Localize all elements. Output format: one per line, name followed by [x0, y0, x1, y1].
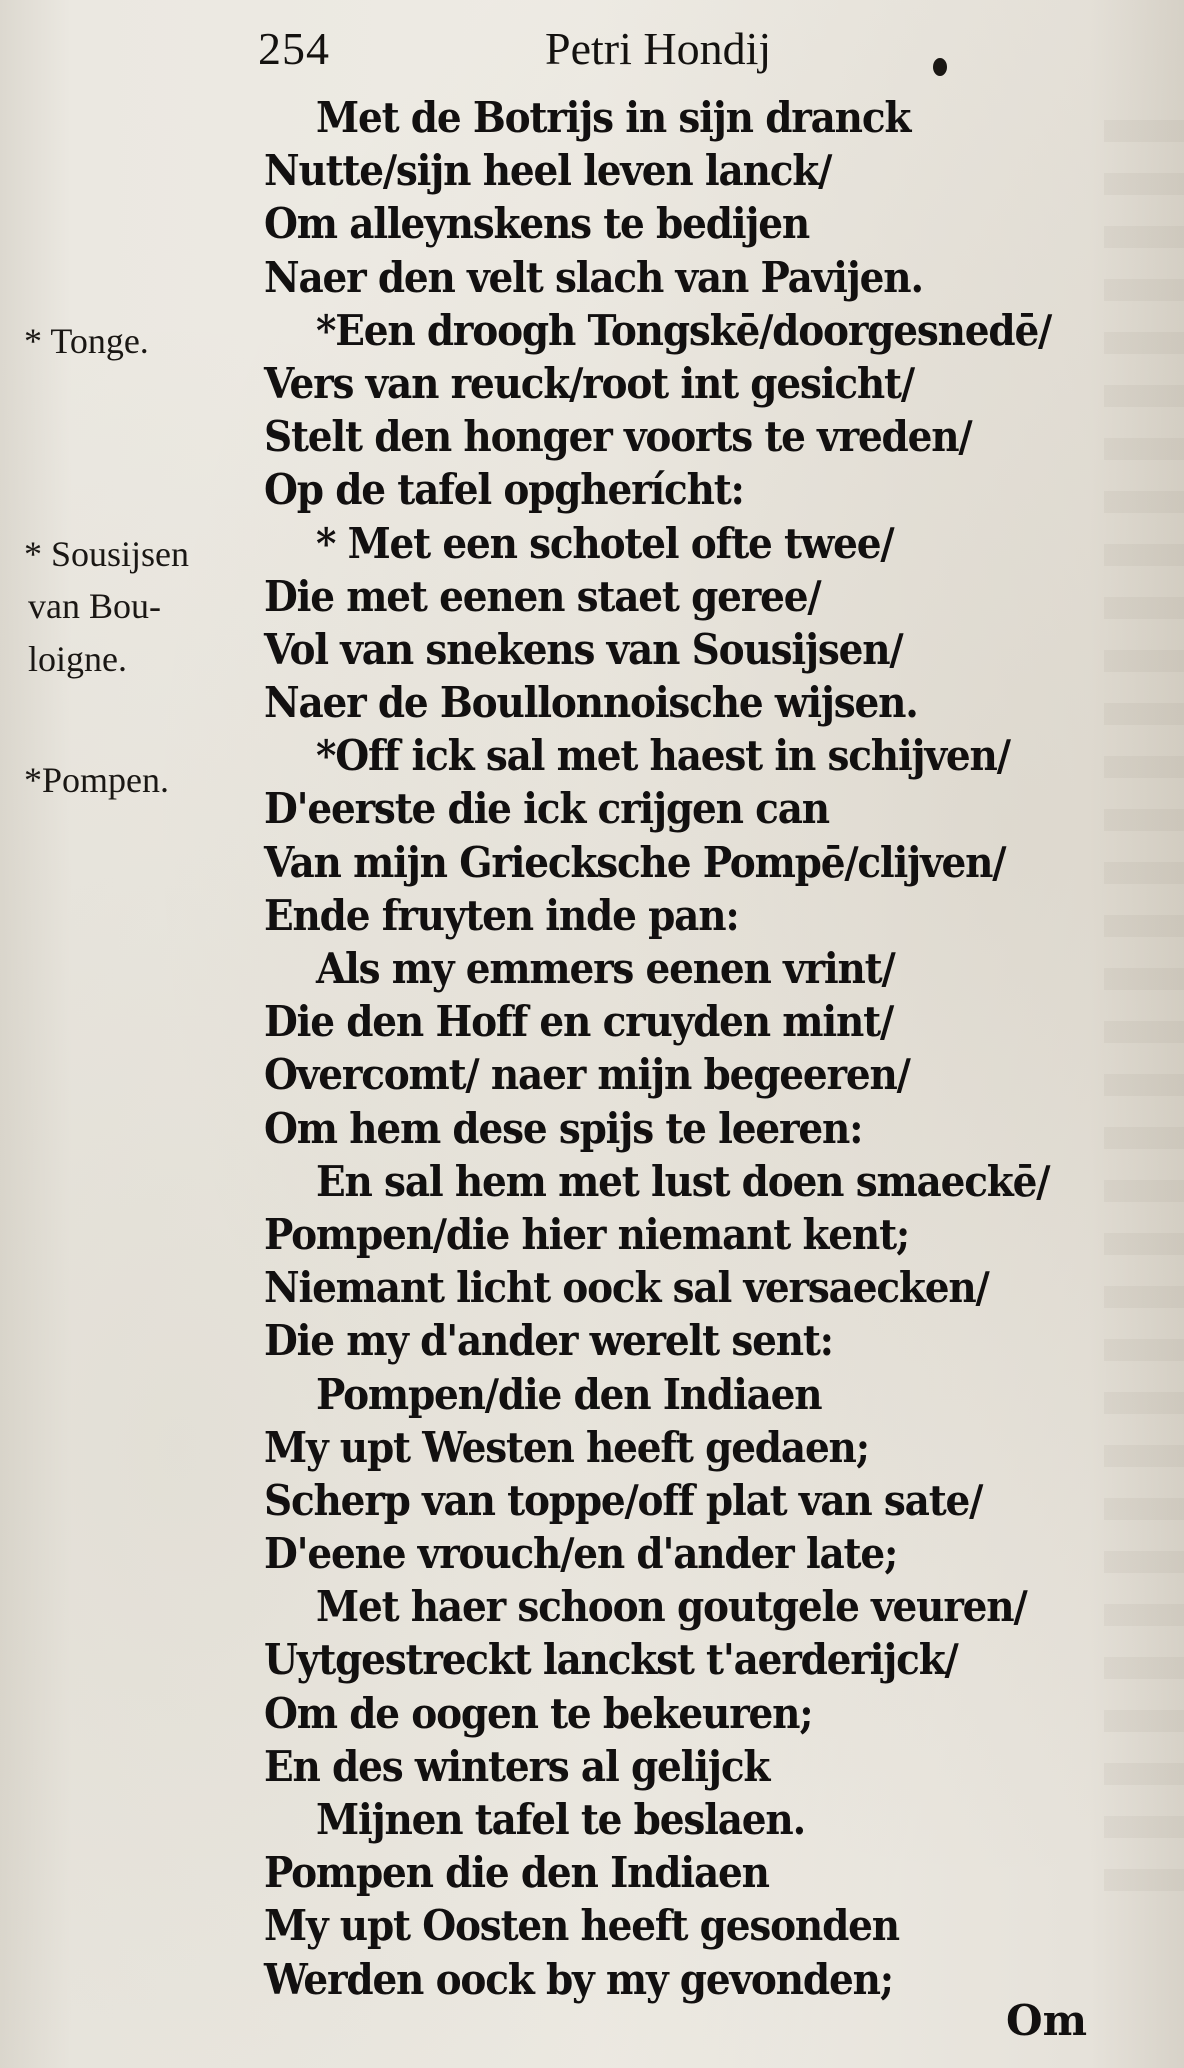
verse-line: Vers van reuck/root int gesicht/ [264, 359, 914, 409]
margin-note-loigne: loigne. [28, 639, 127, 679]
verse-line: My upt Oosten heeft gesonden [264, 1901, 899, 1952]
verse-line: Op de tafel opgherícht: [264, 465, 744, 516]
verse-line: Werden oock by my gevonden; [264, 1954, 893, 2005]
verse-line: Naer den velt slach van Pavijen. [264, 252, 923, 303]
verse-line: My upt Westen heeft gedaen; [264, 1422, 869, 1473]
margin-note-tonge: * Tonge. [24, 321, 149, 361]
verse-line: Scherp van toppe/off plat van sate/ [264, 1475, 983, 1526]
verse-line: Stelt den honger voorts te vreden/ [264, 412, 972, 462]
verse-line: D'eene vrouch/en d'ander late; [264, 1529, 898, 1579]
running-head: Petri Hondij [545, 23, 772, 74]
verse-line: *Een droogh Tongskē/doorgesnedē/ [316, 305, 1052, 356]
verse-line: Die met eenen staet geree/ [264, 571, 821, 622]
verse-line: Pompen/die den Indiaen [316, 1369, 822, 1420]
verse-line: Die my d'ander werelt sent: [264, 1316, 833, 1367]
verse-line: Van mijn Griecksche Pompē/clijven/ [264, 837, 1006, 888]
page-header [0, 22, 1184, 82]
verse-line: Om de oogen te bekeuren; [264, 1688, 813, 1739]
verse-line: Met haer schoon goutgele veuren/ [316, 1582, 1027, 1633]
verse-line: Pompen/die hier niemant kent; [264, 1210, 910, 1260]
verse-line: Met de Botrijs in sijn dranck [316, 93, 911, 143]
verse-line: En des winters al gelijck [264, 1741, 770, 1792]
verse-block [264, 92, 1124, 2007]
verse-line: Om hem dese spijs te leeren: [264, 1103, 863, 1154]
verse-line: Mijnen tafel te beslaen. [316, 1795, 805, 1845]
verse-line: Nutte/sijn heel leven lanck/ [264, 146, 832, 196]
verse-line: Overcomt/ naer mijn begeeren/ [264, 1050, 910, 1101]
verse-line: Die den Hoff en cruyden mint/ [264, 997, 893, 1047]
verse-line: D'eerste die ick crijgen can [264, 784, 829, 835]
verse-line: Als my emmers eenen vrint/ [316, 944, 895, 994]
catchword: Om [1006, 1996, 1088, 2045]
page-number: 254 [258, 23, 330, 74]
verse-line: *Off ick sal met haest in schijven/ [316, 731, 1010, 782]
margin-note-sousijsen: * Sousijsen [24, 534, 190, 574]
verse-line: Ende fruyten inde pan: [264, 890, 739, 941]
margin-note-van-bou: van Bou- [28, 586, 161, 626]
verse-line: En sal hem met lust doen smaeckē/ [316, 1156, 1050, 1207]
verse-line: * Met een schotel ofte twee/ [316, 518, 894, 569]
margin-note-pompen: *Pompen. [24, 760, 170, 800]
verse-line: Om alleynskens te bedijen [264, 199, 810, 250]
verse-line: Pompen die den Indiaen [264, 1848, 769, 1898]
verse-line: Uytgestreckt lanckst t'aerderijck/ [264, 1635, 958, 1686]
verse-line: Niemant licht oock sal versaecken/ [264, 1263, 989, 1313]
verse-line: Vol van snekens van Sousijsen/ [264, 624, 903, 675]
verse-line: Naer de Boullonnoische wijsen. [264, 678, 918, 728]
ink-dot-mark [933, 58, 947, 76]
